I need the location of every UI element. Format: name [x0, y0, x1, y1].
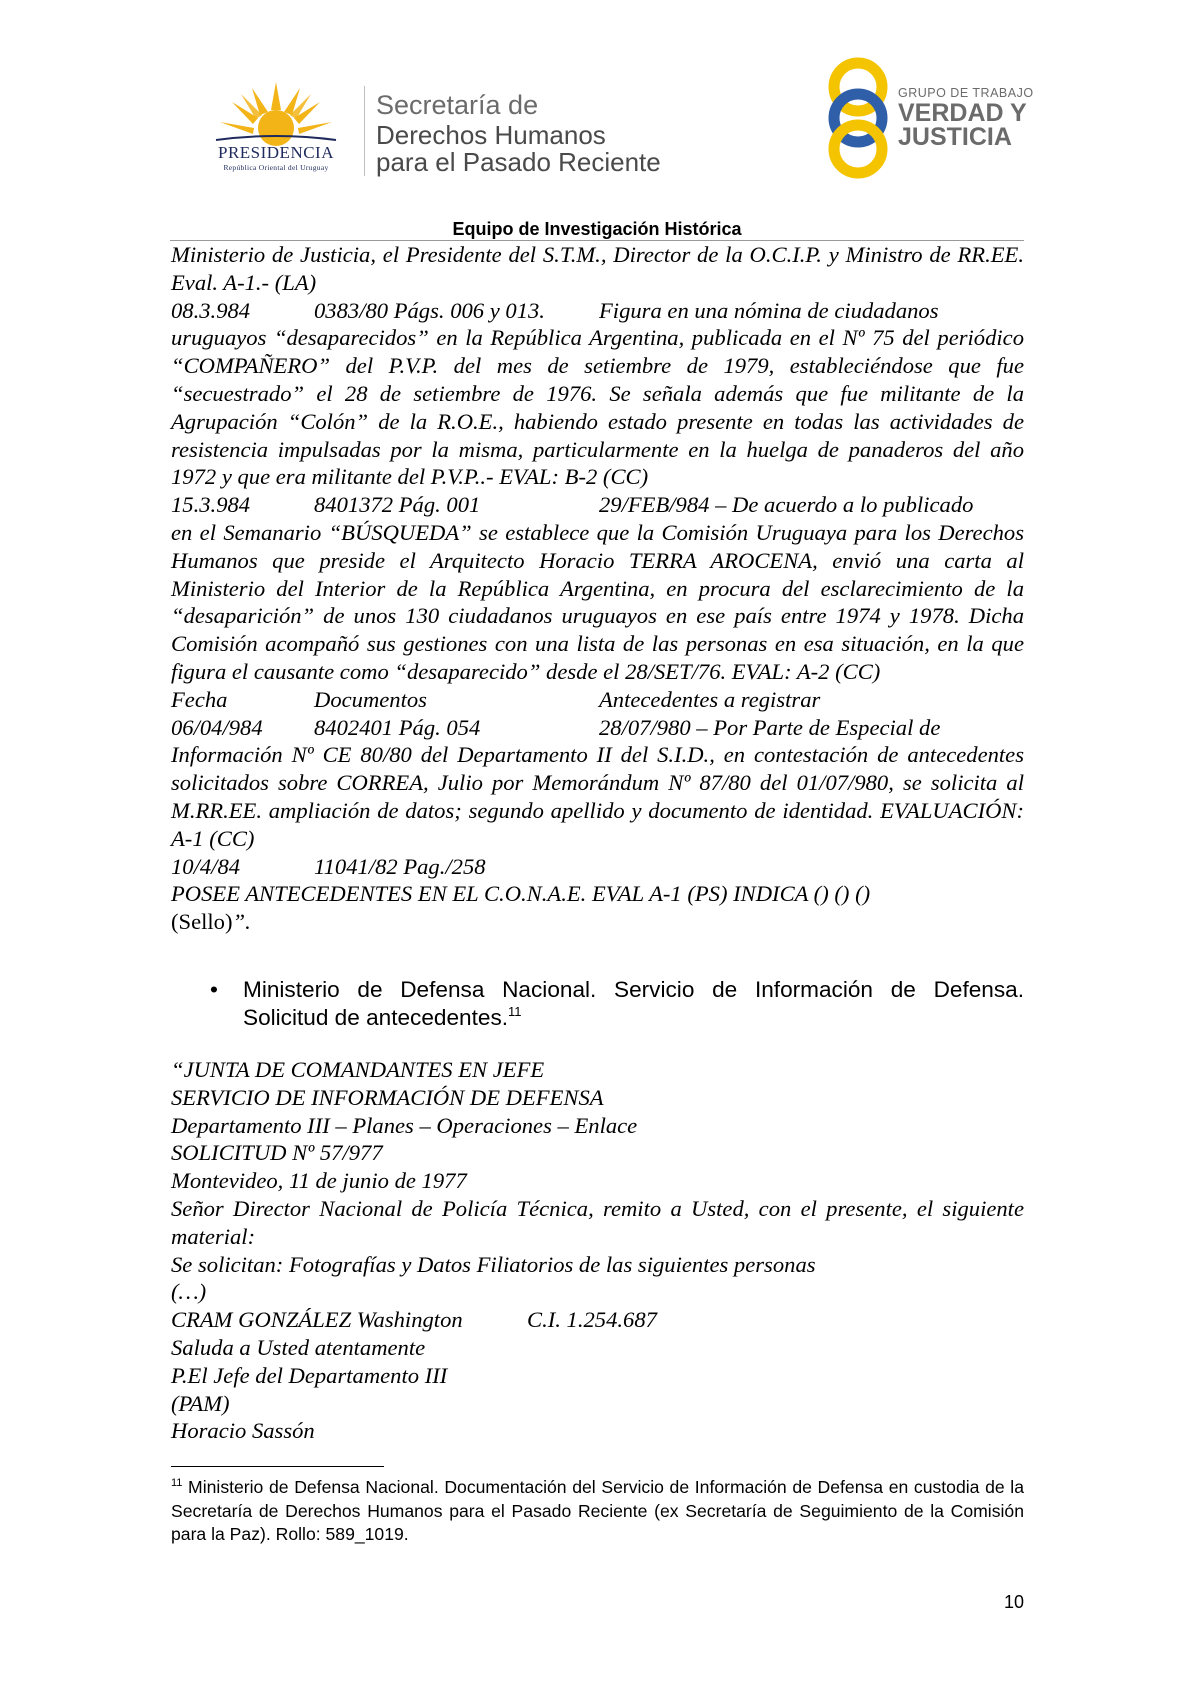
sello-label: (Sello) — [171, 909, 233, 935]
footnote-rule — [171, 1466, 384, 1467]
quote-line: Horacio Sassón — [171, 1418, 315, 1444]
secretaria-line-3: para el Pasado Reciente — [376, 147, 661, 177]
justicia-label: JUSTICIA — [898, 123, 1012, 151]
record-doc: 8401372 Pág. 001 — [314, 492, 481, 518]
paragraph: uruguayos “desaparecidos” en la República Argentina, publicada en el Nº 75 del periódico “COMPAÑERO” del P.V.P. del mes de setiembre de 1979, estableciéndose que fue “secuestrado” el 28 de setiembre de 1976. Se señala además que fue militante de la Agrupación “Colón” de la R.O.E., habiendo estado presente en todas las actividades de resistencia impulsadas por la misma, particularmente en la huelga de panaderos del año 1972 y que era militante del P.V.P..- EVAL: B-2 (CC) — [171, 325, 1024, 490]
record-doc: 8402401 Pág. 054 — [314, 714, 481, 740]
quote-paragraph: Señor Director Nacional de Policía Técnica, remito a Usted, con el presente, el siguiente material: — [171, 1195, 1024, 1249]
record-doc: 11041/82 Pag./258 — [314, 853, 486, 879]
record-text: Figura en una nómina de ciudadanos — [599, 297, 939, 323]
person-name: CRAM GONZÁLEZ Washington — [171, 1307, 463, 1333]
record-doc: 0383/80 Págs. 006 y 013. — [314, 297, 545, 323]
grupo-trabajo-label: GRUPO DE TRABAJO — [898, 86, 1034, 100]
column-antecedentes: Antecedentes a registrar — [599, 686, 821, 712]
quote-line: Se solicitan: Fotografías y Datos Filiatorios de las siguientes personas — [171, 1251, 816, 1277]
verdad-justicia-rings-icon — [818, 56, 898, 180]
record-row — [171, 297, 1024, 325]
quoted-document — [171, 1056, 1024, 1445]
record-text: 28/07/980 – Por Parte de Especial de — [599, 714, 941, 740]
quote-line: P.El Jefe del Departamento III — [171, 1362, 448, 1388]
document-body — [171, 241, 1024, 936]
quote-close: ”. — [232, 909, 251, 935]
paragraph: en el Semanario “BÚSQUEDA” se establece que la Comisión Uruguaya para los Derechos Humanos que preside el Arquitecto Horacio TERRA AROCENA, envió una carta al Ministerio del Interior de la República Argentina, en procura del esclarecimiento de la “desaparición” de unos 130 ciudadanos uruguayos en ese país entre 1974 y 1978. Dicha Comisión acompañó sus gestiones con una lista de las personas en esa situación, en la que figura el causante como “desaparecido” desde el 28/SET/76. EVAL: A-2 (CC) — [171, 519, 1024, 684]
footnote-number: 11 — [171, 1477, 183, 1489]
record-row — [171, 714, 1024, 742]
record-row — [171, 853, 1024, 881]
paragraph: Ministerio de Justicia, el Presidente del S.T.M., Director de la O.C.I.P. y Ministro de RR.EE. Eval. A-1.- (LA) — [171, 242, 1024, 295]
quote-line: Departamento III – Planes – Operaciones – Enlace — [171, 1112, 638, 1138]
record-date: 06/04/984 — [171, 714, 263, 740]
quote-line: (…) — [171, 1279, 207, 1305]
verdad-label: VERDAD Y — [898, 99, 1027, 127]
bullet-marker: • — [210, 977, 218, 1002]
quote-line: Saluda a Usted atentamente — [171, 1334, 426, 1360]
record-date: 08.3.984 — [171, 297, 251, 323]
page-header — [0, 0, 1190, 240]
sello-line — [171, 908, 1024, 936]
quote-line: (PAM) — [171, 1390, 230, 1416]
footnote-text: Ministerio de Defensa Nacional. Documentación del Servicio de Información de Defensa en custodia de la Secretaría de Derechos Humanos para el Pasado Reciente (ex Secretaría de Seguimiento de la Comisión para la Paz). Rollo: 589_1019. — [171, 1477, 1024, 1544]
record-row — [171, 491, 1024, 519]
quote-line: SOLICITUD Nº 57/977 — [171, 1140, 383, 1166]
record-date: 10/4/84 — [171, 853, 241, 879]
person-ci: C.I. 1.254.687 — [527, 1307, 657, 1333]
footnote-ref[interactable]: 11 — [508, 1004, 522, 1019]
bullet-text-wrap — [243, 976, 1024, 1032]
paragraph: Información Nº CE 80/80 del Departamento II del S.I.D., en contestación de antecedentes solicitados sobre CORREA, Julio por Memorándum Nº 87/80 del 01/07/980, se solicita al M.RR.EE. ampliación de datos; segundo apellido y documento de identidad. EVALUACIÓN: A-1 (CC) — [171, 742, 1024, 851]
quote-line: SERVICIO DE INFORMACIÓN DE DEFENSA — [171, 1084, 604, 1110]
person-row — [171, 1306, 1024, 1334]
bullet-text: Ministerio de Defensa Nacional. Servicio de Información de Defensa. Solicitud de antecedentes. — [243, 977, 1024, 1030]
team-title: Equipo de Investigación Histórica — [452, 219, 742, 239]
secretaria-line-1: Secretaría de — [376, 90, 539, 120]
footnote — [171, 1476, 1024, 1547]
paragraph: POSEE ANTECEDENTES EN EL C.O.N.A.E. EVAL A-1 (PS) INDICA () () () — [171, 881, 871, 907]
column-fecha: Fecha — [171, 686, 228, 712]
presidencia-label: PRESIDENCIA — [217, 143, 334, 162]
presidencia-subtitle: República Oriental del Uruguay — [223, 163, 329, 172]
column-documentos: Documentos — [314, 686, 427, 712]
secretaria-line-2: Derechos Humanos — [376, 120, 606, 150]
quote-line: “JUNTA DE COMANDANTES EN JEFE — [171, 1057, 545, 1082]
logo-divider — [364, 86, 365, 176]
record-header-row — [171, 686, 1024, 714]
record-date: 15.3.984 — [171, 492, 251, 518]
page-number: 10 — [1003, 1592, 1024, 1612]
quote-line: Montevideo, 11 de junio de 1977 — [171, 1168, 467, 1194]
record-text: 29/FEB/984 – De acuerdo a lo publicado — [599, 492, 974, 518]
